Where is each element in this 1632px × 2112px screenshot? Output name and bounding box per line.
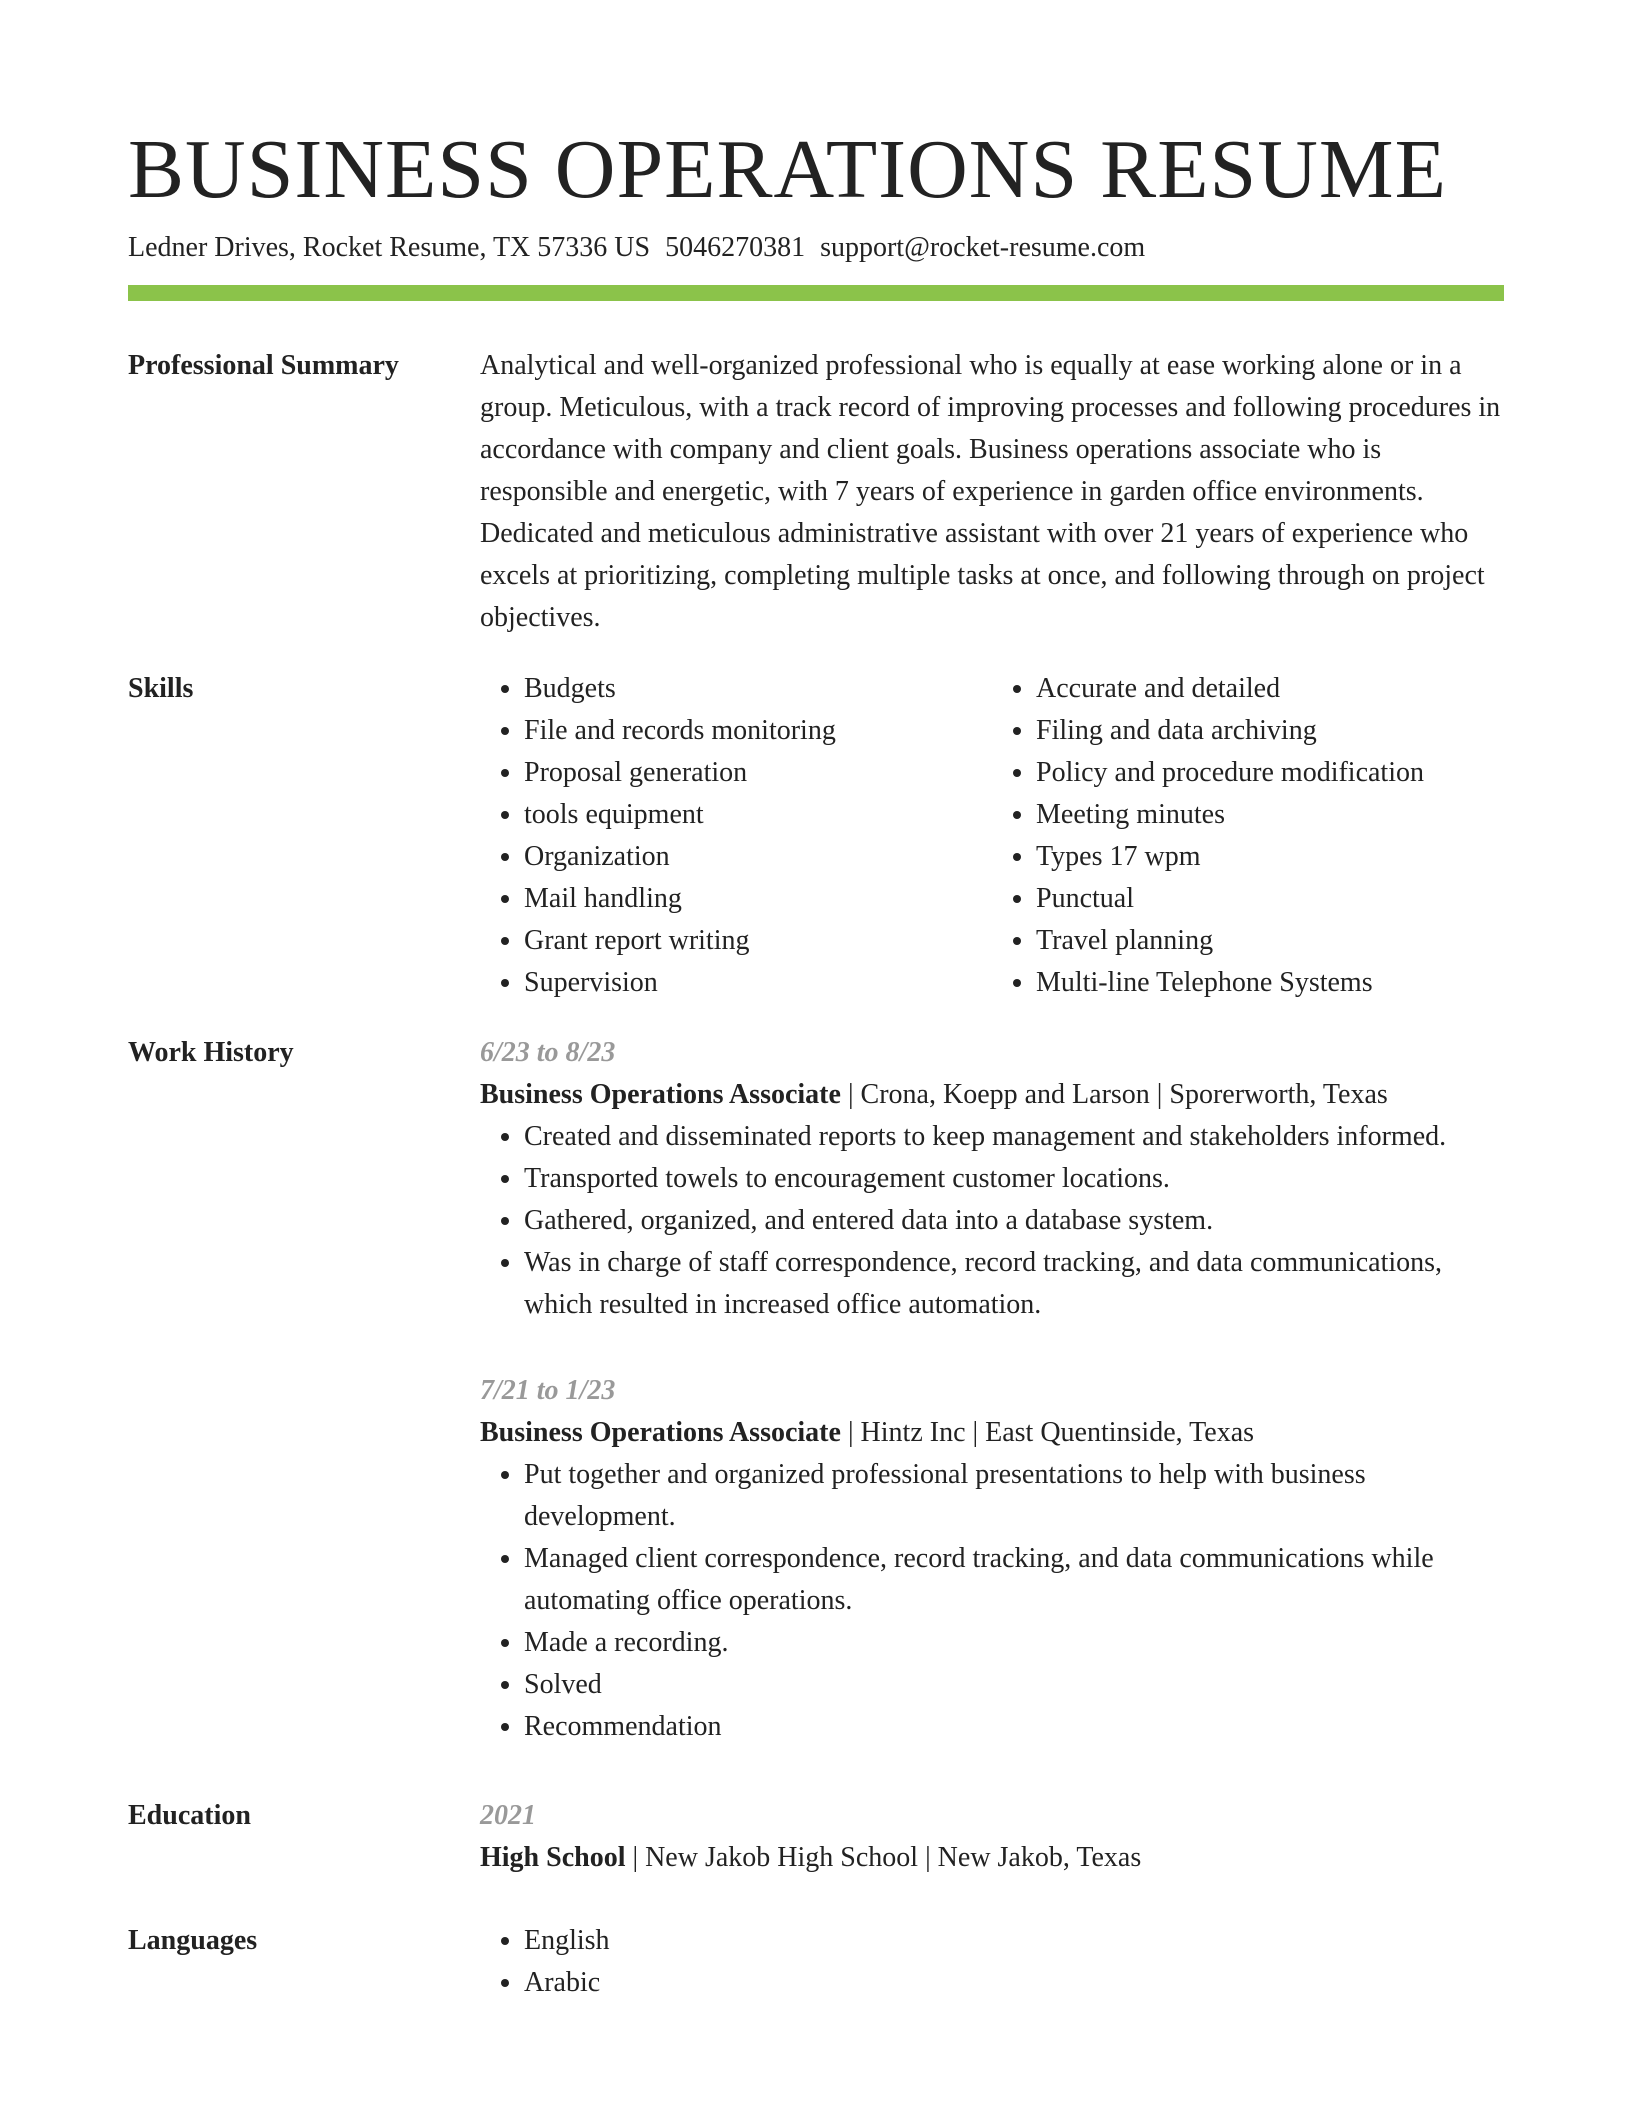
summary-body <box>480 345 1504 639</box>
summary-text: Analytical and well-organized professional who is equally at ease working alone or in a group. Meticulous, with a track record of improving processes and following procedures in accordance with company and client goals. Business operations associate who is responsible and energetic, with 7 years of experience in garden office environments. Dedicated and meticulous administrative assistant with over 21 years of experience who excels at prioritizing, completing multiple tasks at once, and following through on project objectives. <box>480 350 1501 633</box>
contact-line <box>128 230 1504 266</box>
job-bullet: • Gathered, organized, and entered data into a database system. <box>524 1200 1504 1242</box>
skills-list-left <box>480 668 992 1004</box>
resume-header <box>128 120 1504 266</box>
education-details: | New Jakob High School | New Jakob, Texas <box>625 1842 1142 1873</box>
job-bullet: • Recommendation <box>524 1706 1504 1748</box>
skill-item: • Supervision <box>524 962 992 1004</box>
summary-label: Professional Summary <box>128 350 399 381</box>
contact-email: support@rocket-resume.com <box>820 232 1146 263</box>
job-role-line <box>480 1074 1504 1116</box>
skill-item: • Filing and data archiving <box>1036 710 1504 752</box>
education-line <box>480 1837 1504 1879</box>
job-bullet: • Transported towels to encouragement customer locations. <box>524 1158 1504 1200</box>
job-bullets <box>480 1116 1504 1326</box>
skill-item: • Punctual <box>1036 878 1504 920</box>
job-dates: 6/23 to 8/23 <box>480 1037 616 1068</box>
skill-item: • Mail handling <box>524 878 992 920</box>
job-details: | Crona, Koepp and Larson | Sporerworth, Texas <box>840 1079 1388 1110</box>
job-bullet: • Created and disseminated reports to keep management and stakeholders informed. <box>524 1116 1504 1158</box>
job-bullet: • Managed client correspondence, record tracking, and data communications while automating office operations. <box>524 1538 1504 1622</box>
languages-body <box>480 1920 1504 2004</box>
job-bullet: • Solved <box>524 1664 1504 1706</box>
job-title: Business Operations Associate <box>480 1079 841 1110</box>
contact-address: Ledner Drives, Rocket Resume, TX 57336 US <box>128 232 651 263</box>
work-body <box>480 1032 1504 1748</box>
job-entry <box>480 1370 1504 1748</box>
job-bullets <box>480 1454 1504 1748</box>
contact-phone: 5046270381 <box>665 232 806 263</box>
language-item: • English <box>524 1920 1504 1962</box>
skill-item: • Proposal generation <box>524 752 992 794</box>
header-divider <box>128 285 1504 301</box>
skills-body <box>480 668 1504 1004</box>
skill-item: • Meeting minutes <box>1036 794 1504 836</box>
job-details: | Hintz Inc | East Quentinside, Texas <box>840 1417 1255 1448</box>
resume-title: BUSINESS OPERATIONS RESUME <box>128 123 1447 216</box>
languages-list <box>480 1920 1504 2004</box>
job-title: Business Operations Associate <box>480 1417 841 1448</box>
languages-label: Languages <box>128 1925 258 1956</box>
skill-item: • Accurate and detailed <box>1036 668 1504 710</box>
education-year: 2021 <box>480 1800 536 1831</box>
skill-item: • Policy and procedure modification <box>1036 752 1504 794</box>
skills-list-right <box>992 668 1504 1004</box>
language-item: • Arabic <box>524 1962 1504 2004</box>
job-dates: 7/21 to 1/23 <box>480 1375 616 1406</box>
education-label: Education <box>128 1800 251 1831</box>
job-entry <box>480 1032 1504 1326</box>
skill-item: • Grant report writing <box>524 920 992 962</box>
skill-item: • Budgets <box>524 668 992 710</box>
job-bullet: • Was in charge of staff correspondence, record tracking, and data communications, which resulted in increased office automation. <box>524 1242 1504 1326</box>
skill-item: • tools equipment <box>524 794 992 836</box>
job-bullet: • Made a recording. <box>524 1622 1504 1664</box>
skills-label: Skills <box>128 673 194 704</box>
skill-item: • Travel planning <box>1036 920 1504 962</box>
skill-item: • Types 17 wpm <box>1036 836 1504 878</box>
job-bullet: • Put together and organized professional presentations to help with business development. <box>524 1454 1504 1538</box>
job-role-line <box>480 1412 1504 1454</box>
work-label: Work History <box>128 1037 294 1068</box>
education-degree: High School <box>480 1842 626 1873</box>
skill-item: • File and records monitoring <box>524 710 992 752</box>
skill-item: • Multi-line Telephone Systems <box>1036 962 1504 1004</box>
education-body <box>480 1795 1504 1879</box>
skill-item: • Organization <box>524 836 992 878</box>
